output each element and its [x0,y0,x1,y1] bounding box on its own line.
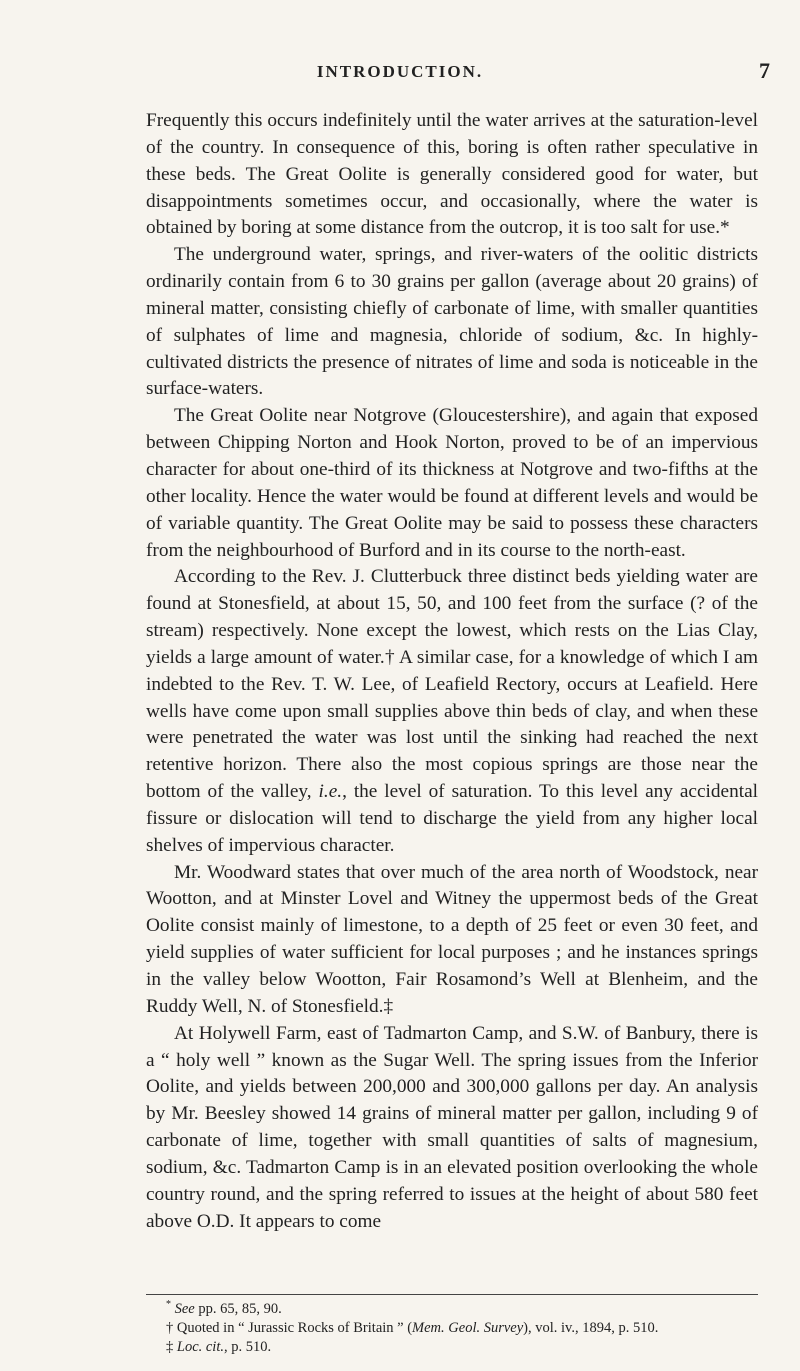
footnote-1-see: See [174,1301,195,1317]
footnote-2-post: ), vol. iv., 1894, p. 510. [523,1320,659,1336]
paragraph-1: Frequently this occurs indefinitely until the water arrives at the saturation-level of the country. In consequence of this, boring is often rather speculative in these beds. The Great Oolite is generally considered good for water, but disappointments sometimes occur, and occasionally, where the water is obtained by boring at some distance from the outcrop, it is too salt for use.* [146,110,758,239]
footnote-1-text: pp. 65, 85, 90. [194,1301,282,1317]
paragraph-5: Mr. Woodward states that over much of the area north of Woodstock, near Wootton, and at Minster Lovel and Witney the uppermost beds of the Great Oolite consist mainly of limestone, to a depth of 25 feet or even 30 feet, and yield supplies of water sufficient for local purposes ; and he instances springs in the valley below Wootton, Fair Rosamond’s Well at Blenheim, and the Ruddy Well, N. of Stonesfield.‡ [146,861,758,1017]
footnote-2-title: Mem. Geol. Survey [412,1320,524,1336]
paragraph-4-rest: , the level of saturation. To this level any accidental fissure or dislocation will tend to discharge the yield from any higher local shelves of impervious character. [146,781,758,856]
footnote-1 [146,1300,758,1319]
body-text [146,108,758,1235]
footnote-rule [146,1294,758,1295]
paragraph-3: The Great Oolite near Notgrove (Gloucestershire), and again that exposed between Chipping Norton and Hook Norton, proved to be of an impervious character for about one-third of its thickness at Notgrove and two-fifths at the other locality. Hence the water would be found at different levels and would be of variable quantity. The Great Oolite may be said to possess these characters from the neighbourhood of Burford and in its course to the north-east. [146,405,758,561]
running-head: INTRODUCTION. [316,62,484,81]
footnote-2-mark: † [166,1320,174,1336]
footnote-2-pre: Quoted in “ Jurassic Rocks of Britain ” ( [173,1320,413,1336]
footnote-3-loc: Loc. cit. [176,1339,224,1355]
footnote-2 [146,1319,758,1338]
paragraph-4 [146,564,758,859]
footnotes [146,1300,758,1357]
paragraph-4-text: According to the Rev. J. Clutterbuck three distinct beds yielding water are found at Stonesfield, at about 15, 50, and 100 feet from the surface (? of the stream) respectively. None except the lowest, which rests on the Lias Clay, yields a large amount of water.† A similar case, for a knowledge of which I am indebted to the Rev. T. W. Lee, of Leafield Rectory, occurs at Leafield. Here wells have come upon small supplies above thin beds of clay, and when these were penetrated the water was lost until the sinking had reached the next retentive horizon. There also the most copious springs are those near the bottom of the valley, [146,566,758,803]
paragraph-4-ie: i.e. [318,781,343,803]
paragraph-2: The underground water, springs, and river-waters of the oolitic districts ordinarily contain from 6 to 30 grains per gallon (average about 20 grains) of mineral matter, consisting chiefly of carbonate of lime, with smaller quantities of sulphates of lime and magnesia, chloride of sodium, &c. In highly-cultivated districts the presence of nitrates of lime and soda is noticeable in the surface-waters. [146,244,758,400]
footnote-3-mark: ‡ [166,1339,174,1355]
page-number: 7 [759,58,770,83]
footnote-3 [146,1338,758,1357]
footnote-1-mark: * [166,1299,171,1311]
footnote-3-text: , p. 510. [224,1339,272,1355]
paragraph-6: At Holywell Farm, east of Tadmarton Camp, and S.W. of Banbury, there is a “ holy well ” known as the Sugar Well. The spring issues from the Inferior Oolite, and yields between 200,000 and 300,000 gallons per day. An analysis by Mr. Beesley showed 14 grains of mineral matter per gallon, including 9 of carbonate of lime, together with small quantities of salts of magnesium, sodium, &c. Tadmarton Camp is in an elevated position overlooking the whole country round, and the spring referred to issues at the height of about 580 feet above O.D. It appears to come [146,1022,758,1232]
